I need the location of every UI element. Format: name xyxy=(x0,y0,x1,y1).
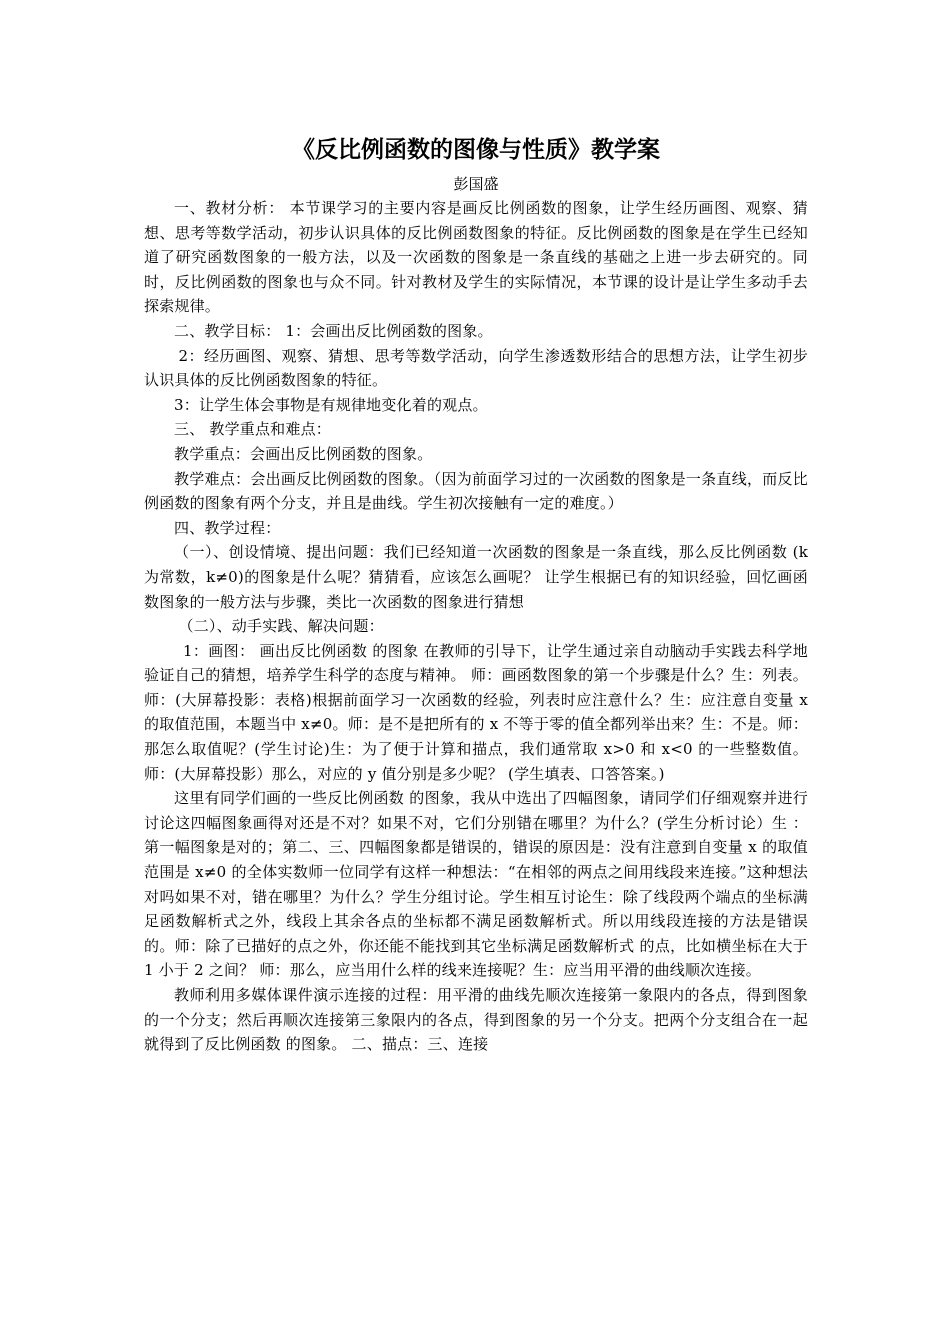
paragraph-teaching-goals: 二、教学目标： 1：会画出反比例函数的图象。 xyxy=(174,321,493,340)
author-name: 彭国盛 xyxy=(453,175,499,193)
paragraph-key-point: 教学重点：会画出反比例函数的图象。 xyxy=(174,444,433,463)
paragraph-process-heading: 四、教学过程： xyxy=(174,518,281,537)
document-body xyxy=(144,196,808,1057)
paragraph-step-2-heading: （二）、动手实践、解决问题： xyxy=(178,617,384,636)
paragraph-difficulty: 教学难点：会出画反比例函数的图象。（因为前面学习过的一次函数的图象是一条直线，而反比例函数的图象有两个分支，并且是曲线。学生初次接触有一定的难度。） xyxy=(144,469,808,513)
paragraph-key-points-heading: 三、 教学重点和难点： xyxy=(174,420,331,439)
paragraph-goal-3: 3：让学生体会事物是有规律地变化着的观点。 xyxy=(174,395,488,414)
page-title: 《反比例函数的图像与性质》教学案 xyxy=(292,137,660,163)
paragraph-step-1: （一）、创设情境、提出问题：我们已经知道一次函数的图象是一条直线，那么反比例函数 (k 为常数，k≠0)的图象是什么呢？猜猜看，应该怎么画呢？ 让学生根据已有的知识经验，回忆画函数图象的一般方法与步骤，类比一次函数的图象进行猜想 xyxy=(144,543,808,611)
paragraph-discussion: 这里有同学们画的一些反比例函数 的图象，我从中选出了四幅图象，请同学们仔细观察并进行讨论这四幅图象画得对还是不对？如果不对，它们分别错在哪里？为什么？(学生分析讨论）生 ：第一幅图象是对的；第二、三、四幅图象都是错误的，错误的原因是：没有注意到自变量 x 的取值范围是 x≠0 的全体实数师一位同学有这样一种想法：“在相邻的两点之间用线段来连接。”这种想法对吗如果不对，错在哪里？为什么？学生分组讨论。学生相互讨论生：除了线段两个端点的坐标满足函数解析式之外，线段上其余各点的坐标都不满足函数解析式。所以用线段连接的方法是错误的。师：除了已描好的点之外，你还能不能找到其它坐标满足函数解析式 的点，比如横坐标在大于 1 小于 2 之间？ 师：那么，应当用什么样的线来连接呢？生：应当用平滑的曲线顺次连接。 xyxy=(144,789,808,980)
paragraph-textbook-analysis: 一、教材分析： 本节课学习的主要内容是画反比例函数的图象，让学生经历画图、观察、猜想、思考等数学活动，初步认识具体的反比例函数图象的特征。反比例函数的图象是在学生已经知道了研究函数图象的一般方法，以及一次函数的图象是一条直线的基础之上进一步去研究的。同时，反比例函数的图象也与众不同。针对教材及学生的实际情况，本节课的设计是让学生多动手去探索规律。 xyxy=(144,199,808,316)
paragraph-demonstration: 教师利用多媒体课件演示连接的过程：用平滑的曲线先顺次连接第一象限内的各点，得到图象的一个分支；然后再顺次连接第三象限内的各点，得到图象的另一个分支。把两个分支组合在一起就得到了反比例函数 的图象。 二、描点：三、连接 xyxy=(144,986,808,1054)
paragraph-drawing: 1：画图： 画出反比例函数 的图象 在教师的引导下，让学生通过亲自动脑动手实践去科学地验证自己的猜想，培养学生科学的态度与精神。 师：画函数图象的第一个步骤是什么？生：列表。师：(大屏幕投影：表格)根据前面学习一次函数的经验，列表时应注意什么？生：应注意自变量 x 的取值范围，本题当中 x≠0。师：是不是把所有的 x 不等于零的值全都列举出来？生：不是。师：那怎么取值呢？(学生讨论)生：为了便于计算和描点，我们通常取 x>0 和 x<0 的一些整数值。师：(大屏幕投影）那么，对应的 y 值分别是多少呢？ (学生填表、口答答案。) xyxy=(144,641,808,783)
paragraph-goal-2: 2：经历画图、观察、猜想、思考等数学活动，向学生渗透数形结合的思想方法，让学生初步认识具体的反比例函数图象的特征。 xyxy=(144,346,808,390)
